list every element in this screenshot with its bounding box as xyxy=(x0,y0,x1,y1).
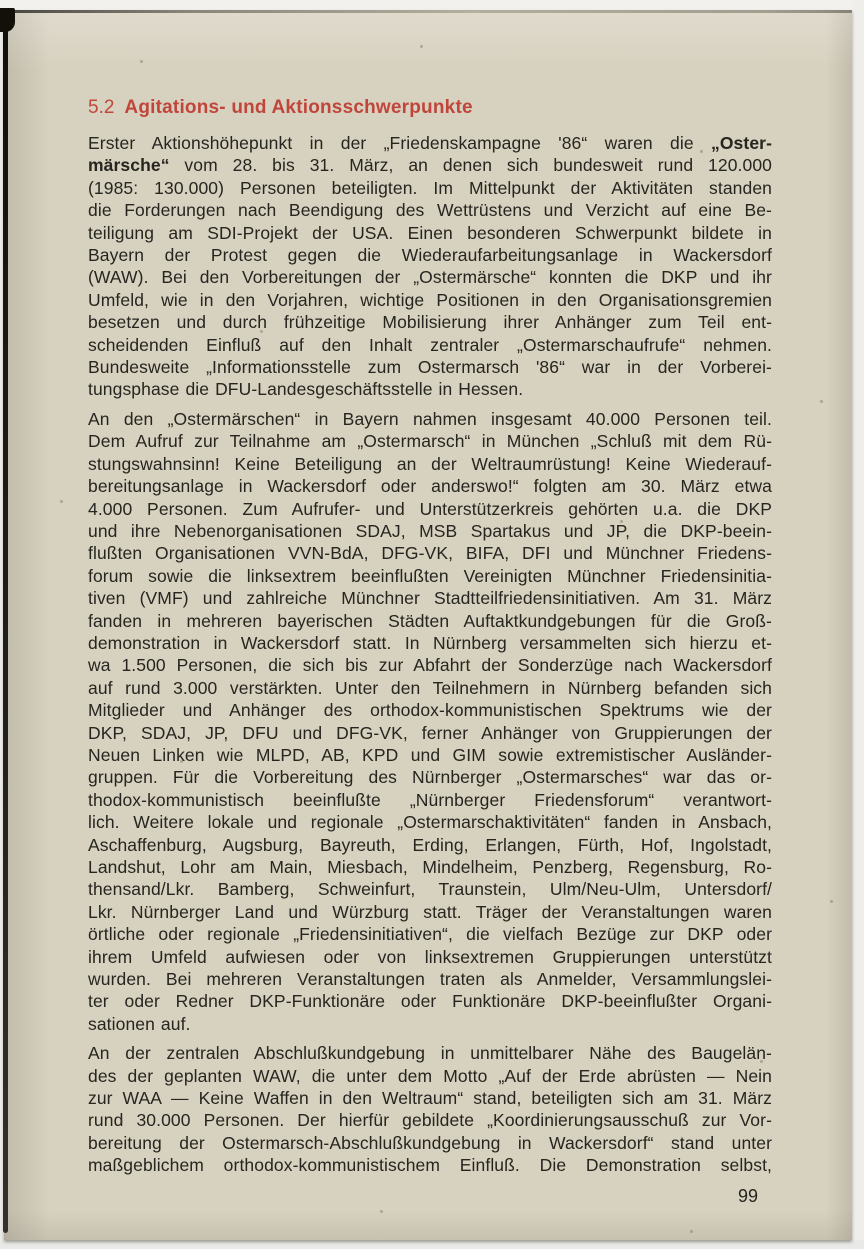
text-line xyxy=(88,1154,772,1176)
text-segment: (WAW). Bei den Vorbereitungen der „Ostermärsche“ konnten die DKP und ihr xyxy=(88,267,772,288)
text-line xyxy=(88,408,772,430)
scan-speckle xyxy=(760,1060,763,1063)
text-segment: Umfeld, wie in den Vorjahren, wichtige Positionen in den Organisationsgremien xyxy=(88,289,772,310)
text-line xyxy=(88,289,772,311)
text-segment: bereitung der Ostermarsch-Abschlußkundgebung in Wackersdorf“ stand unter xyxy=(88,1132,772,1153)
text-segment: Aschaffenburg, Augsburg, Bayreuth, Erding, Erlangen, Fürth, Hof, Ingolstadt, xyxy=(88,834,772,855)
text-segment: ihrem Umfeld aufwiesen oder von linksextremen Gruppierungen unterstützt xyxy=(88,946,772,967)
text-line xyxy=(88,632,772,654)
text-segment: scheidenden Einfluß auf den Inhalt zentraler „Ostermarschaufrufe“ nehmen. xyxy=(88,334,772,355)
text-line xyxy=(88,744,772,766)
text-line xyxy=(88,677,772,699)
text-segment: DKP, SDAJ, JP, DFU und DFG-VK, ferner Anhänger von Gruppierungen der xyxy=(88,722,772,743)
text-segment: thodox-kommunistisch beeinflußte „Nürnberger Friedensforum“ verantwort- xyxy=(88,789,772,810)
text-line xyxy=(88,878,772,900)
bold-text-segment: märsche“ xyxy=(88,155,170,176)
text-line xyxy=(88,542,772,564)
text-line xyxy=(88,901,772,923)
text-line xyxy=(88,766,772,788)
text-segment: An der zentralen Abschlußkundgebung in unmittelbarer Nähe des Baugelän- xyxy=(88,1043,772,1064)
bold-text-segment: „Oster- xyxy=(711,133,772,153)
body-text xyxy=(88,132,772,1177)
text-segment: tiven (VMF) und zahlreiche Münchner Stadtteilfriedensinitiativen. Am 31. März xyxy=(88,588,772,609)
text-segment: sationen auf. xyxy=(88,1013,191,1034)
text-line xyxy=(88,311,772,333)
scan-speckle xyxy=(140,60,143,63)
text-segment: örtliche oder regionale „Friedensinitiativen“, die vielfach Bezüge zur DKP oder xyxy=(88,924,772,945)
text-segment: forum sowie die linksextrem beeinflußten Vereinigten Münchner Friedensinitia- xyxy=(88,565,772,586)
text-segment: ter oder Redner DKP-Funktionäre oder Funktionäre DKP-beeinflußter Organi- xyxy=(88,991,772,1012)
scan-bottom-margin xyxy=(0,1240,864,1249)
text-line xyxy=(88,610,772,632)
text-segment: Lkr. Nürnberger Land und Würzburg statt. Träger der Veranstaltungen waren xyxy=(88,901,772,922)
text-segment: und ihre Nebenorganisationen SDAJ, MSB Spartakus und JP, die DKP-beein- xyxy=(88,520,772,541)
scan-speckle xyxy=(420,45,423,48)
text-segment: Landshut, Lohr am Main, Miesbach, Mindelheim, Penzberg, Regensburg, Ro- xyxy=(88,857,772,877)
text-line xyxy=(88,946,772,968)
text-line xyxy=(88,1109,772,1131)
scan-speckle xyxy=(380,1210,383,1213)
text-line xyxy=(88,378,772,400)
text-line xyxy=(88,565,772,587)
text-segment: Erster Aktionshöhepunkt in der „Friedenskampagne '86“ waren die xyxy=(88,133,711,153)
text-segment: zur WAA — Keine Waffen in den Weltraum“ stand, beteiligten sich am 31. März xyxy=(88,1088,772,1109)
text-line xyxy=(88,1013,772,1035)
text-line xyxy=(88,520,772,542)
section-heading xyxy=(88,97,772,119)
text-line xyxy=(88,856,772,878)
scan-speckle xyxy=(620,520,623,523)
text-line xyxy=(88,968,772,990)
text-line xyxy=(88,1132,772,1154)
text-line xyxy=(88,1087,772,1109)
paragraph xyxy=(88,1042,772,1176)
section-title: Agitations- und Aktionsschwerpunkte xyxy=(124,97,473,118)
text-segment: (1985: 130.000) Personen beteiligten. Im Mittelpunkt der Aktivitäten standen xyxy=(88,177,772,198)
text-segment: An den „Ostermärschen“ in Bayern nahmen insgesamt 40.000 Personen teil. xyxy=(88,408,772,429)
scan-speckle xyxy=(60,500,63,503)
text-line xyxy=(88,430,772,452)
text-segment: die Forderungen nach Beendigung des Wettrüstens und Verzicht auf eine Be- xyxy=(88,200,772,221)
text-line xyxy=(88,498,772,520)
text-segment: wurden. Bei mehreren Veranstaltungen traten als Anmelder, Versammlungslei- xyxy=(88,969,772,990)
text-line xyxy=(88,199,772,221)
text-line xyxy=(88,811,772,833)
text-segment: vom 28. bis 31. März, an denen sich bundesweit rund 120.000 xyxy=(169,155,772,176)
text-line xyxy=(88,356,772,378)
text-segment: des der geplanten WAW, die unter dem Motto „Auf der Erde abrüsten — Nein xyxy=(88,1065,772,1086)
text-segment: besetzen und durch frühzeitige Mobilisierung ihrer Anhänger zum Teil ent- xyxy=(88,312,772,333)
scan-right-margin xyxy=(852,0,864,1249)
text-segment: bereitungsanlage in Wackersdorf oder anderswo!“ folgten am 30. März etwa xyxy=(88,476,772,497)
text-line xyxy=(88,1065,772,1087)
text-segment: Bundesweite „Informationsstelle zum Ostermarsch '86“ war in der Vorberei- xyxy=(88,357,772,378)
scan-speckle xyxy=(820,400,823,403)
text-segment: Neuen Linken wie MLPD, AB, KPD und GIM sowie extremistischer Ausländer- xyxy=(88,744,772,765)
text-segment: maßgeblichem orthodox-kommunistischem Einfluß. Die Demonstration selbst, xyxy=(88,1155,772,1176)
text-segment: auf rund 3.000 verstärkten. Unter den Teilnehmern in Nürnberg befanden sich xyxy=(88,677,772,698)
text-line xyxy=(88,722,772,744)
text-line xyxy=(88,587,772,609)
scan-speckle xyxy=(830,900,833,903)
scan-speckle xyxy=(690,1230,693,1233)
text-line xyxy=(88,222,772,244)
scan-speckle xyxy=(120,1120,123,1123)
text-line xyxy=(88,453,772,475)
text-segment: tungsphase die DFU-Landesgeschäftsstelle in Hessen. xyxy=(88,379,524,400)
text-segment: Bayern der Protest gegen die Wiederaufarbeitungsanlage in Wackersdorf xyxy=(88,245,772,266)
text-line xyxy=(88,244,772,266)
text-segment: rund 30.000 Personen. Der hierfür gebildete „Koordinierungsausschuß zur Vor- xyxy=(88,1110,772,1131)
text-segment: teiligung am SDI-Projekt der USA. Einen besonderen Schwerpunkt bildete in xyxy=(88,222,772,243)
scan-speckle xyxy=(180,760,183,763)
paragraph xyxy=(88,408,772,1035)
text-segment: Mitglieder und Anhänger des orthodox-kommunistischen Spektrums wie der xyxy=(88,700,772,721)
text-line xyxy=(88,654,772,676)
text-segment: wa 1.500 Personen, die sich bis zur Abfahrt der Sonderzüge nach Wackersdorf xyxy=(88,655,772,676)
text-line xyxy=(88,266,772,288)
scan-top-margin xyxy=(0,0,864,10)
text-segment: flußten Organisationen VVN-BdA, DFG-VK, BIFA, DFI und Münchner Friedens- xyxy=(88,543,772,564)
text-segment: 4.000 Personen. Zum Aufrufer- und Unterstützerkreis gehörten u.a. die DKP xyxy=(88,498,772,519)
text-line xyxy=(88,990,772,1012)
text-segment: demonstration in Wackersdorf statt. In Nürnberg versammelten sich hierzu et- xyxy=(88,632,772,653)
text-segment: thensand/Lkr. Bamberg, Schweinfurt, Traunstein, Ulm/Neu-Ulm, Untersdorf/ xyxy=(88,879,772,900)
text-segment: gruppen. Für die Vorbereitung des Nürnberger „Ostermarsches“ war das or- xyxy=(88,767,772,788)
scan-speckle xyxy=(540,930,543,933)
page-content xyxy=(88,97,772,1184)
text-line xyxy=(88,834,772,856)
text-line xyxy=(88,923,772,945)
scan-speckle xyxy=(260,330,263,333)
text-line xyxy=(88,132,772,154)
text-line xyxy=(88,1042,772,1064)
text-line xyxy=(88,334,772,356)
text-line xyxy=(88,789,772,811)
section-number: 5.2 xyxy=(88,97,115,118)
text-line xyxy=(88,154,772,176)
text-line xyxy=(88,699,772,721)
book-spine-shadow xyxy=(3,11,8,1233)
paragraph xyxy=(88,132,772,401)
text-line xyxy=(88,475,772,497)
text-segment: stungswahnsinn! Keine Beteiligung an der Weltraumrüstung! Keine Wiederauf- xyxy=(88,453,772,474)
page-number: 99 xyxy=(737,1186,758,1206)
text-line xyxy=(88,177,772,199)
text-segment: Dem Aufruf zur Teilnahme am „Ostermarsch“ in München „Schluß mit dem Rü- xyxy=(88,431,772,452)
scan-speckle xyxy=(700,150,703,153)
text-segment: lich. Weitere lokale und regionale „Ostermarschaktivitäten“ fanden in Ansbach, xyxy=(88,812,772,833)
text-segment: fanden in mehreren bayerischen Städten Auftaktkundgebungen für die Groß- xyxy=(88,610,772,631)
